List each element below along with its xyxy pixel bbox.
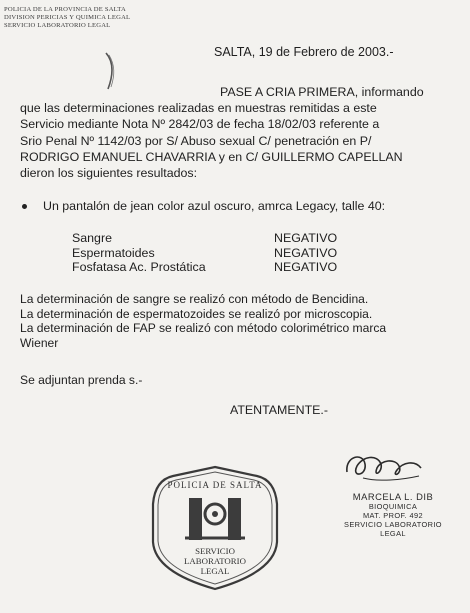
signatory-name: MARCELA L. DIB — [352, 491, 434, 502]
stamp-line: LABORATORIO — [184, 556, 246, 566]
handwritten-signature — [343, 448, 425, 484]
letterhead-line: SERVICIO LABORATORIO LEGAL — [4, 22, 111, 29]
body-paragraph — [20, 84, 455, 181]
closing-salutation: ATENTAMENTE.- — [230, 403, 328, 417]
methods-paragraph — [20, 292, 460, 350]
stamp-bottom-text — [145, 546, 285, 576]
bullet-icon — [22, 204, 27, 209]
method-line: La determinación de FAP se realizó con método colorimétrico marca — [20, 321, 387, 336]
result-row — [72, 260, 337, 275]
method-line: La determinación de espermatozoides se realizó por microscopia. — [20, 306, 373, 321]
stamp-line: LEGAL — [200, 566, 230, 576]
evidence-item — [22, 199, 452, 213]
letterhead — [4, 6, 130, 30]
date-line: SALTA, 19 de Febrero de 2003.- — [214, 45, 394, 59]
stamp-top-text: POLICIA DE SALTA — [167, 480, 263, 490]
signatory-license: MAT. PROF. 492 — [362, 511, 424, 520]
signatory-block — [334, 491, 452, 538]
signatory-title: BIOQUIMICA — [368, 502, 418, 511]
result-value: NEGATIVO — [274, 231, 338, 245]
body-line: dieron los siguientes resultados: — [20, 166, 198, 181]
signatory-department: SERVICIO LABORATORIO LEGAL — [344, 520, 442, 538]
result-test: Espermatoides — [72, 245, 155, 260]
letterhead-line: DIVISION PERICIAS Y QUIMICA LEGAL — [4, 14, 131, 21]
evidence-item-text: Un pantalón de jean color azul oscuro, amrca Legacy, talle 40: — [43, 199, 386, 213]
body-line: RODRIGO EMANUEL CHAVARRIA y en C/ GUILLERMO CAPELLAN — [20, 149, 403, 164]
method-line: Wiener — [20, 335, 59, 350]
result-test: Sangre — [72, 231, 112, 245]
body-line: Servicio mediante Nota Nº 2842/03 de fecha 18/02/03 referente a — [20, 117, 380, 132]
result-row — [72, 231, 337, 246]
result-row — [72, 246, 337, 261]
result-value: NEGATIVO — [274, 245, 338, 260]
result-value: NEGATIVO — [274, 260, 338, 274]
body-line: PASE A CRIA PRIMERA, informando — [220, 85, 424, 99]
attachment-note: Se adjuntan prenda s.- — [20, 373, 143, 387]
stamp-line: SERVICIO — [195, 546, 235, 556]
result-test: Fosfatasa Ac. Prostática — [72, 260, 206, 274]
letterhead-line: POLICIA DE LA PROVINCIA DE SALTA — [4, 6, 126, 13]
results-table — [72, 231, 337, 275]
official-stamp — [145, 464, 285, 592]
body-line: que las determinaciones realizadas en muestras remitidas a este — [20, 101, 377, 116]
method-line: La determinación de sangre se realizó con método de Bencidina. — [20, 292, 369, 306]
body-line: Srio Penal Nº 1142/03 por S/ Abuso sexual C/ penetración en P/ — [20, 133, 372, 148]
